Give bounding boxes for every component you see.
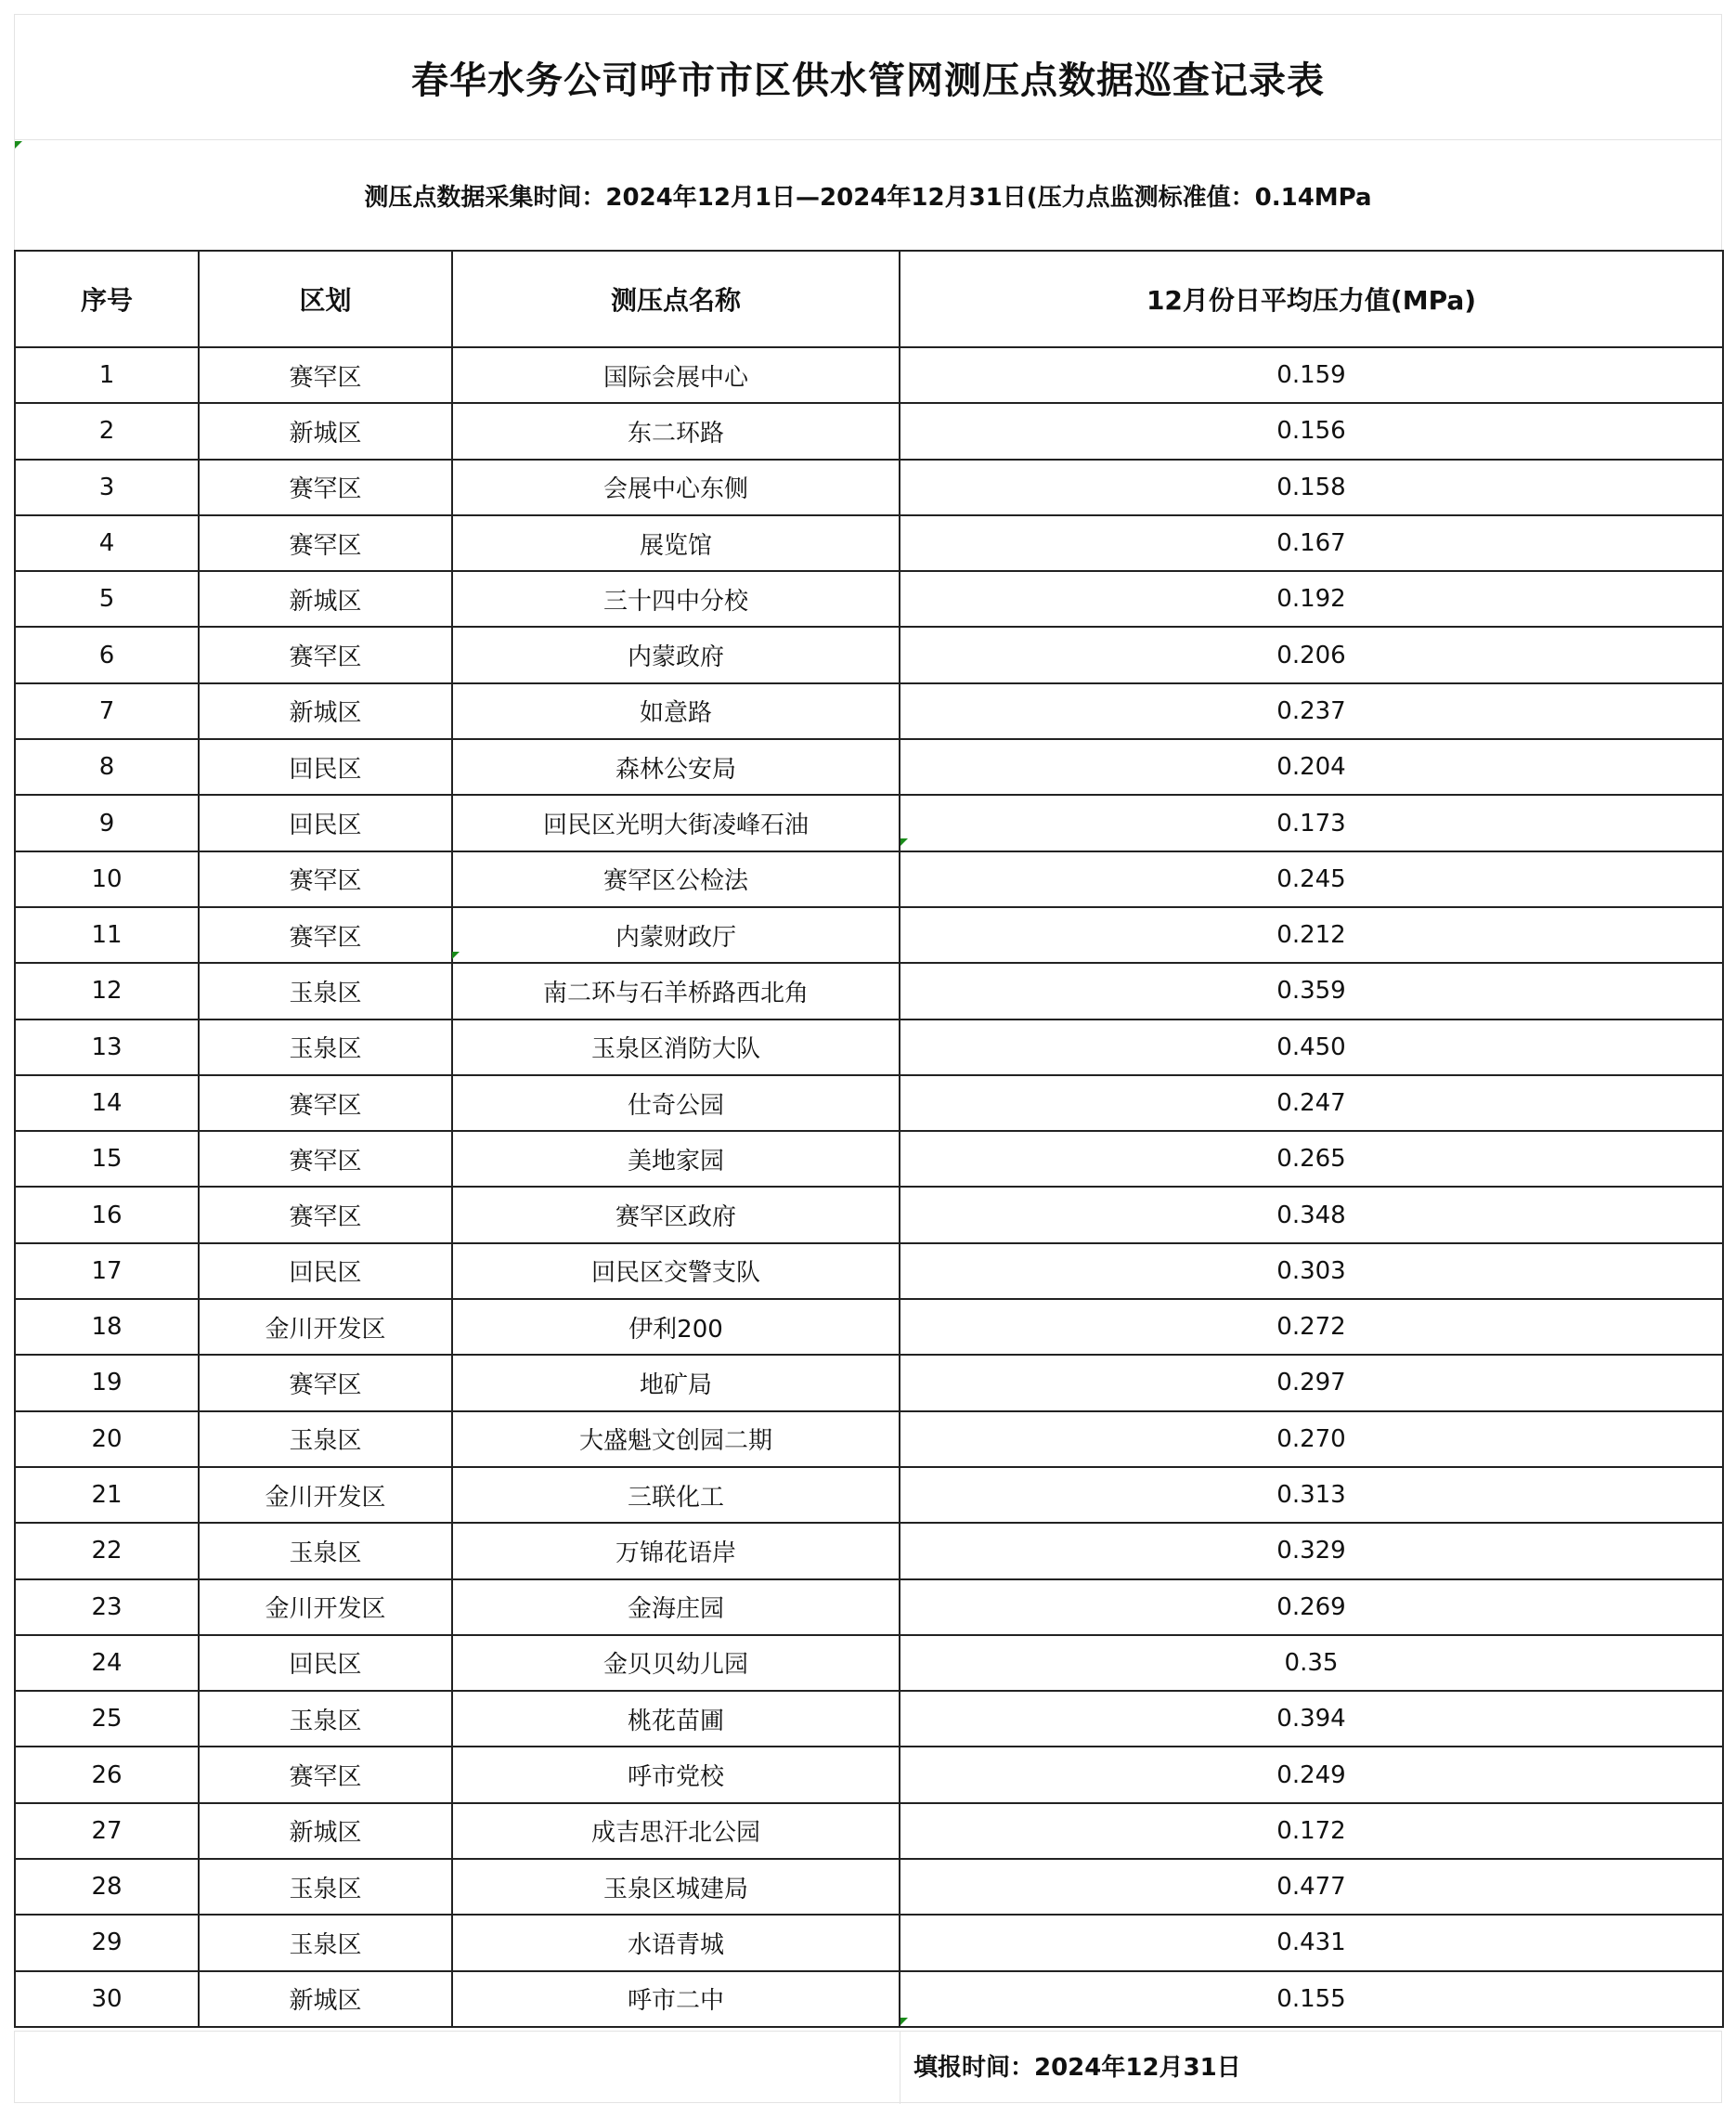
cell-point-name: 内蒙政府 xyxy=(452,627,900,682)
cell-pressure: 0.159 xyxy=(900,347,1723,403)
cell-district: 玉泉区 xyxy=(199,963,452,1019)
cell-pressure: 0.249 xyxy=(900,1747,1723,1802)
table-row xyxy=(15,1411,1723,1467)
subtitle-row xyxy=(14,140,1722,250)
table-row xyxy=(15,403,1723,459)
comment-marker-icon xyxy=(900,2018,908,2025)
cell-index: 30 xyxy=(15,1971,199,2027)
cell-index: 28 xyxy=(15,1859,199,1915)
cell-index: 15 xyxy=(15,1131,199,1187)
cell-index: 3 xyxy=(15,460,199,515)
table-body xyxy=(15,347,1723,2027)
cell-district: 玉泉区 xyxy=(199,1411,452,1467)
cell-point-name: 会展中心东侧 xyxy=(452,460,900,515)
cell-index: 2 xyxy=(15,403,199,459)
cell-index: 17 xyxy=(15,1243,199,1299)
cell-district: 新城区 xyxy=(199,403,452,459)
cell-pressure: 0.206 xyxy=(900,627,1723,682)
table-row xyxy=(15,1243,1723,1299)
cell-point-name: 赛罕区政府 xyxy=(452,1187,900,1242)
cell-pressure: 0.329 xyxy=(900,1523,1723,1578)
cell-district: 回民区 xyxy=(199,739,452,795)
cell-pressure: 0.245 xyxy=(900,851,1723,907)
cell-point-name: 伊利200 xyxy=(452,1299,900,1355)
cell-district: 回民区 xyxy=(199,1243,452,1299)
cell-point-name: 玉泉区消防大队 xyxy=(452,1020,900,1075)
cell-pressure: 0.247 xyxy=(900,1075,1723,1131)
cell-district: 玉泉区 xyxy=(199,1523,452,1578)
cell-index: 11 xyxy=(15,907,199,963)
cell-index: 22 xyxy=(15,1523,199,1578)
table-row xyxy=(15,1131,1723,1187)
cell-district: 金川开发区 xyxy=(199,1579,452,1635)
cell-point-name: 成吉思汗北公园 xyxy=(452,1803,900,1859)
cell-point-name: 回民区交警支队 xyxy=(452,1243,900,1299)
table-row xyxy=(15,1299,1723,1355)
table-header-row xyxy=(15,251,1723,347)
cell-pressure: 0.192 xyxy=(900,571,1723,627)
cell-district: 金川开发区 xyxy=(199,1299,452,1355)
cell-pressure: 0.431 xyxy=(900,1915,1723,1970)
table-row xyxy=(15,795,1723,851)
table-row xyxy=(15,1635,1723,1691)
cell-district: 赛罕区 xyxy=(199,1075,452,1131)
cell-district: 赛罕区 xyxy=(199,1187,452,1242)
cell-pressure: 0.359 xyxy=(900,963,1723,1019)
cell-pressure: 0.269 xyxy=(900,1579,1723,1635)
cell-point-name: 呼市二中 xyxy=(452,1971,900,2027)
cell-district: 赛罕区 xyxy=(199,515,452,571)
cell-index: 20 xyxy=(15,1411,199,1467)
cell-index: 12 xyxy=(15,963,199,1019)
cell-index: 27 xyxy=(15,1803,199,1859)
cell-pressure: 0.450 xyxy=(900,1020,1723,1075)
table-row xyxy=(15,851,1723,907)
cell-point-name: 南二环与石羊桥路西北角 xyxy=(452,963,900,1019)
cell-district: 新城区 xyxy=(199,683,452,739)
cell-pressure: 0.313 xyxy=(900,1467,1723,1523)
table-row xyxy=(15,1691,1723,1747)
cell-pressure: 0.477 xyxy=(900,1859,1723,1915)
table-row xyxy=(15,1747,1723,1802)
cell-point-name: 地矿局 xyxy=(452,1355,900,1410)
table-row xyxy=(15,1579,1723,1635)
cell-index: 16 xyxy=(15,1187,199,1242)
cell-pressure: 0.212 xyxy=(900,907,1723,963)
table-row xyxy=(15,627,1723,682)
cell-pressure: 0.172 xyxy=(900,1803,1723,1859)
cell-point-name: 东二环路 xyxy=(452,403,900,459)
table-row xyxy=(15,1915,1723,1970)
comment-marker-icon xyxy=(900,838,908,846)
cell-point-name: 如意路 xyxy=(452,683,900,739)
page-title: 春华水务公司呼市市区供水管网测压点数据巡查记录表 xyxy=(411,58,1325,102)
cell-district: 赛罕区 xyxy=(199,460,452,515)
cell-pressure: 0.35 xyxy=(900,1635,1723,1691)
cell-index: 7 xyxy=(15,683,199,739)
cell-district: 赛罕区 xyxy=(199,1355,452,1410)
cell-pressure: 0.167 xyxy=(900,515,1723,571)
cell-district: 新城区 xyxy=(199,1803,452,1859)
cell-point-name: 呼市党校 xyxy=(452,1747,900,1802)
cell-pressure: 0.158 xyxy=(900,460,1723,515)
cell-point-name: 美地家园 xyxy=(452,1131,900,1187)
cell-pressure: 0.237 xyxy=(900,683,1723,739)
cell-index: 21 xyxy=(15,1467,199,1523)
cell-index: 6 xyxy=(15,627,199,682)
cell-district: 赛罕区 xyxy=(199,347,452,403)
cell-index: 4 xyxy=(15,515,199,571)
cell-district: 回民区 xyxy=(199,1635,452,1691)
cell-pressure: 0.156 xyxy=(900,403,1723,459)
cell-index: 25 xyxy=(15,1691,199,1747)
spreadsheet xyxy=(14,14,1722,2103)
table-row xyxy=(15,1803,1723,1859)
cell-district: 玉泉区 xyxy=(199,1020,452,1075)
cell-point-name: 三联化工 xyxy=(452,1467,900,1523)
cell-index: 18 xyxy=(15,1299,199,1355)
table-row xyxy=(15,739,1723,795)
table-row xyxy=(15,347,1723,403)
table-row xyxy=(15,1523,1723,1578)
table-row xyxy=(15,571,1723,627)
cell-point-name: 国际会展中心 xyxy=(452,347,900,403)
table-row xyxy=(15,515,1723,571)
footer-row xyxy=(14,2031,1722,2103)
cell-point-name: 玉泉区城建局 xyxy=(452,1859,900,1915)
cell-district: 金川开发区 xyxy=(199,1467,452,1523)
cell-index: 8 xyxy=(15,739,199,795)
cell-pressure: 0.270 xyxy=(900,1411,1723,1467)
table-row xyxy=(15,1020,1723,1075)
cell-point-name: 仕奇公园 xyxy=(452,1075,900,1131)
table-row xyxy=(15,1355,1723,1410)
cell-point-name: 水语青城 xyxy=(452,1915,900,1970)
cell-pressure: 0.348 xyxy=(900,1187,1723,1242)
column-header-point-name: 测压点名称 xyxy=(452,251,900,347)
cell-district: 玉泉区 xyxy=(199,1915,452,1970)
cell-point-name: 森林公安局 xyxy=(452,739,900,795)
table-row xyxy=(15,1971,1723,2027)
cell-pressure: 0.204 xyxy=(900,739,1723,795)
cell-index: 29 xyxy=(15,1915,199,1970)
column-header-index: 序号 xyxy=(15,251,199,347)
cell-point-name: 大盛魁文创园二期 xyxy=(452,1411,900,1467)
table-row xyxy=(15,1187,1723,1242)
cell-district: 新城区 xyxy=(199,571,452,627)
cell-index: 24 xyxy=(15,1635,199,1691)
fill-date: 填报时间：2024年12月31日 xyxy=(913,2054,1241,2082)
pressure-table xyxy=(14,250,1724,2028)
cell-pressure: 0.303 xyxy=(900,1243,1723,1299)
collection-period: 测压点数据采集时间：2024年12月1日—2024年12月31日(压力点监测标准值：0.14MPa xyxy=(364,183,1372,212)
cell-index: 19 xyxy=(15,1355,199,1410)
cell-point-name: 金海庄园 xyxy=(452,1579,900,1635)
comment-marker-icon xyxy=(452,952,460,959)
cell-point-name: 回民区光明大街凌峰石油 xyxy=(452,795,900,851)
cell-district: 赛罕区 xyxy=(199,627,452,682)
cell-pressure: 0.155 xyxy=(900,1971,1723,2027)
table-row xyxy=(15,1859,1723,1915)
cell-pressure: 0.394 xyxy=(900,1691,1723,1747)
cell-pressure: 0.173 xyxy=(900,795,1723,851)
table-row xyxy=(15,683,1723,739)
cell-index: 1 xyxy=(15,347,199,403)
table-row xyxy=(15,963,1723,1019)
cell-district: 赛罕区 xyxy=(199,907,452,963)
cell-index: 26 xyxy=(15,1747,199,1802)
cell-pressure: 0.272 xyxy=(900,1299,1723,1355)
cell-point-name: 赛罕区公检法 xyxy=(452,851,900,907)
cell-index: 23 xyxy=(15,1579,199,1635)
cell-district: 新城区 xyxy=(199,1971,452,2027)
cell-district: 玉泉区 xyxy=(199,1859,452,1915)
table-row xyxy=(15,1467,1723,1523)
column-header-district: 区划 xyxy=(199,251,452,347)
title-row xyxy=(14,14,1722,140)
cell-index: 9 xyxy=(15,795,199,851)
column-header-pressure: 12月份日平均压力值(MPa) xyxy=(900,251,1723,347)
cell-index: 13 xyxy=(15,1020,199,1075)
cell-point-name: 展览馆 xyxy=(452,515,900,571)
cell-district: 赛罕区 xyxy=(199,851,452,907)
cell-pressure: 0.297 xyxy=(900,1355,1723,1410)
cell-point-name: 桃花苗圃 xyxy=(452,1691,900,1747)
cell-index: 5 xyxy=(15,571,199,627)
cell-district: 玉泉区 xyxy=(199,1691,452,1747)
cell-district: 赛罕区 xyxy=(199,1131,452,1187)
cell-point-name: 金贝贝幼儿园 xyxy=(452,1635,900,1691)
cell-district: 回民区 xyxy=(199,795,452,851)
cell-index: 10 xyxy=(15,851,199,907)
cell-point-name: 万锦花语岸 xyxy=(452,1523,900,1578)
table-row xyxy=(15,1075,1723,1131)
cell-district: 赛罕区 xyxy=(199,1747,452,1802)
cell-index: 14 xyxy=(15,1075,199,1131)
cell-point-name: 三十四中分校 xyxy=(452,571,900,627)
table-row xyxy=(15,460,1723,515)
cell-point-name: 内蒙财政厅 xyxy=(452,907,900,963)
table-row xyxy=(15,907,1723,963)
cell-pressure: 0.265 xyxy=(900,1131,1723,1187)
